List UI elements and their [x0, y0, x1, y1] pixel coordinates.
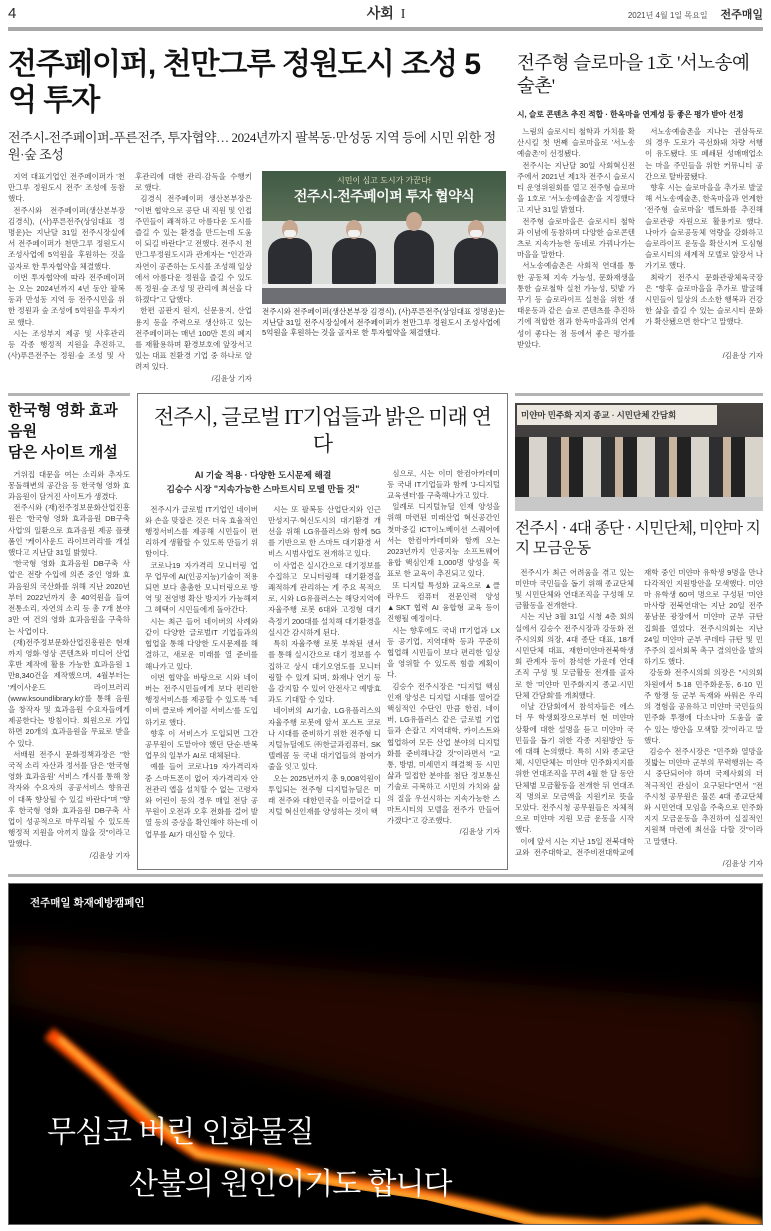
- photo-person: [332, 238, 376, 286]
- paragraph: 김경식 전주페이퍼 생산본부장은 "이번 협약으로 공단 내 직원 및 인접 주민들이 쾌적하고 아름다운 도시를 즐길 수 있는 환경을 만드는데 도움이 되길 바란다"고 전했다. 전주시 천만그루정원도시과 관계자는 "인간과 자연이 공존하는 도시를 조성해 일상에서 아름다운 정원을 즐길 수 있도록 정원·숲 조성 및 관리에 최선을 다하겠다"고 답했다.: [135, 194, 253, 305]
- paragraph: 전주형 슬로마을은 슬로시티 철학과 이념에 동참하며 다양한 슬로콘텐츠로 지속가능한 동네로 가꿔나가는 마을을 말한다.: [517, 216, 635, 260]
- ad-slogan-line2: 산불의 원인이기도 합니다: [129, 1167, 452, 1201]
- paragraph: 이에 앞서 시는 지난 15일 전북대학교와 전주대학교, 전주비전대학교에 재학 중인 미얀마 유학생 9명을 만나 다각적인 지원방안을 모색했다. 미얀마 유학생 60여 명으로 구성된 '미얀마사랑 전북연대'는 지난 20일 전주 풍남문 광장에서 미얀마 군부 규탄 집회를 열었다. 전주시의회는 지난 24일 미얀마 군부 쿠데타 규탄 및 민주주의 질서회복 촉구 결의안을 발의하기도 했다.: [515, 567, 763, 857]
- paragraph: 최락기 전주시 문화관광체육국장은 "향후 슬로마을을 추가로 발굴해 시민들이 일상의 소소한 행복과 건강한 삶을 즐길 수 있는 슬로시티 문화가 확산됐으면 한다"고 말했다.: [645, 272, 763, 327]
- photo-table: [515, 497, 763, 511]
- slow-subheadline: 시, 슬로 콘텐츠 추진 적합 · 한옥마을 연계성 등 좋은 평가 받아 선정: [517, 110, 744, 119]
- banner-large-text: 전주시-전주페이퍼 투자 협약식: [293, 188, 475, 204]
- slow-byline: /김윤상 기자: [722, 351, 763, 361]
- slow-headline: 전주형 슬로마을 1호 '서노송예술촌': [517, 54, 750, 97]
- it-subheadline-1: AI 기술 적용 · 다양한 도시문제 해결: [194, 469, 332, 480]
- paragraph: 시는 지난 3월 31일 시청 4층 회의실에서 김승수 전주시장과 강동화 전주시의회 의장, 4대 종단 대표, 18개 시민단체 대표, 재한미얀마전북학생회 관계자 등이 참석한 가운데 연대조직 구성 및 모금활동 전개를 골자로 한 '미얀마 민주화지지 종교·시민단체 간담회'를 개최했다.: [515, 612, 634, 700]
- paragraph: 서노송예술촌을 지나는 권삼득로의 경우 도로가 곡선화돼 차량 서행이 유도됐다. 또 폐쇄된 성매매업소는 마을 주민들을 위한 커뮤니티 공간으로 탈바꿈됐다.: [645, 127, 763, 181]
- lead-byline: /김윤상 기자: [211, 373, 252, 383]
- paragraph: 느림의 슬로시티 철학과 가치를 확산시킬 첫 번째 슬로마을로 '서노송예술촌'이 선정됐다.: [517, 127, 635, 159]
- issue-date: 2021년 4월 1일 목요일: [627, 11, 708, 20]
- sound-article: [8, 393, 130, 870]
- photo-banner: [262, 171, 506, 221]
- lead-photo: [262, 171, 506, 304]
- fire-prevention-ad: [8, 883, 763, 1225]
- paragraph: 전주시가 글로벌 IT기업인 네이버와 손을 맞잡은 것은 더욱 효율적인 행정서비스를 제공해 시민들이 편리하게 생활할 수 있도록 만들기 위함이다.: [145, 504, 258, 559]
- paragraph: 서노송예술촌은 사회적 연대를 통한 공동체 지속 가능성, 문화재생을 통한 슬로철학 실천 가능성, 텃밭 가꾸기 등 슬로라이프 실천을 위한 생태운동과 같은 슬로 콘텐츠를 추진하기에 적합한 점과 한옥마을과의 연계성이 좋다는 점 등에서 좋은 평가를 받았다.: [517, 261, 635, 349]
- divider: [515, 393, 763, 396]
- it-article-box: [137, 393, 508, 870]
- paragraph: 시는 향후에도 국내 IT기업과 LX 등 공기업, 지역대학 등과 꾸준히 협업해 시민들이 보다 편리한 일상을 영위할 수 있도록 힘쓸 계획이다.: [387, 625, 500, 680]
- paragraph: 네이버의 AI기술, LG유플러스의 자율주행 로봇에 앞서 포스트 코로나 시대를 준비하기 위한 전주형 디지털뉴딜에도 ㈜한글과컴퓨터, SK텔레콤 등 국내 대기업들의 참여가 줄을 잇고 있다.: [268, 706, 381, 772]
- banner-small-text: 시민이 심고 도시가 가꾼다!: [337, 176, 431, 185]
- it-subheadline-2: 김승수 시장 "지속가능한 스마트시티 모델 만들 것": [166, 483, 360, 494]
- paragraph: 전주시가 최근 어려움을 겪고 있는 미얀마 국민들을 돕기 위해 종교단체 및 시민단체와 연대조직을 구성해 모금활동을 전개한다.: [515, 567, 634, 611]
- it-headline: 전주시, 글로벌 IT기업들과 밝은 미래 연다: [153, 404, 492, 456]
- it-main: [145, 468, 381, 840]
- photo-banner: [517, 405, 717, 425]
- paragraph: 이 사업은 실시간으로 대기정보를 수집하고 모니터링해 대기환경을 쾌적하게 관리하는 게 주요 목적으로, 시와 LG유플러스는 해당지역에 자율주행 로봇 6대와 고정형 대기측정기 200대를 설치해 대기환경을 실시간 감시하게 된다.: [268, 560, 381, 637]
- paragraph: 향후 시는 슬로마을을 추가로 발굴해 서노송예술촌, 한옥마을과 연계한 '전주형 슬로마을' 벨트화를 추진해 슬로관광 자원으로 활용키로 했다. 나아가 슬로공동체 역량을 강화하고 슬로라이프 운동을 확산시켜 도심형 슬로시티의 세계적 모델로 앞장서 나가기로 했다.: [645, 183, 763, 271]
- it-side: [387, 468, 500, 840]
- paragraph: 김승수 전주시장은 "디지털 핵심인재 양성은 디지털 시대를 열어갈 핵심적인 수단인 만큼 한컴, 네이버, LG유플러스 같은 글로벌 기업들과 손잡고 지역대학, 카이스트와 협업하여 모든 산업 분야의 디지털화를 준비해나갈 것"이라면서 "교통, 방범, 미세먼지 해결책 등 시민 삶과 밀접한 분야를 첨단 정보통신 기술로 극복하고 시민의 가치와 삶의 질을 우선시하는 지속가능한 스마트시티의 모델을 전주가 만들어 가겠다"고 강조했다.: [387, 681, 500, 825]
- paragraph: 특히 자율주행 로봇 부착된 센서를 통해 실시간으로 대기 정보를 수집하고 상시 대기오염도를 모니터링할 수 있게 되며, 화재나 연기 등을 감지할 수 있어 안전사고 예방효과도 기대할 수 있다.: [268, 639, 381, 705]
- paragraph: 이번 협약을 바탕으로 시와 네이버는 전주시민들에게 보다 편리한 행정서비스를 제공할 수 있도록 '네이버 클로바 케어콜 서비스'를 도입하기로 했다.: [145, 672, 258, 727]
- lead-subheadline: 전주시-전주페이퍼-푸른전주, 투자협약… 2024년까지 팔복동·만성동 지역 등에 시민 위한 정원·숲 조성: [8, 130, 496, 162]
- myanmar-article: [515, 393, 763, 870]
- sound-byline: /김윤상 기자: [89, 850, 130, 860]
- sound-headline-line1: 한국형 영화 효과음원: [8, 401, 118, 440]
- paragraph: 예를 들어 코로나19 자가격리자 중 스마트폰이 없어 자가격리자 안전관리 앱을 설치할 수 없는 고령자와 어린이 등의 경우 매일 전담 공무원이 오전과 오후 전화를 걸어 발열 등의 증상을 확인해야 하는데 이 업무를 AI가 대신할 수 있다.: [145, 762, 258, 839]
- lead-photo-block: [262, 171, 506, 385]
- top-row: [8, 47, 763, 385]
- paragraph: 코로나19 자가격리 모니터링 업무 업무에 AI(인공지능)기술이 적용되면 보다 촘촘한 모니터링으로 방역 및 전염병 확산 방지가 가능해져 그 혜택이 시민들에게 돌아간다.: [145, 560, 258, 615]
- lead-photo-caption: 전주시와 전주페이퍼(생산본부장 김경식), (사)푸른전주(상임대표 정명운)는 지난달 31일 전주시장실에서 전주페이퍼가 천만그루 정원도시 조성사업에 5억원을 후원하는 것을 골자로 한 투자협약을 체결했다.: [262, 307, 505, 337]
- section-name: [367, 3, 628, 23]
- section-mark: I: [400, 7, 406, 22]
- sound-body: [8, 469, 130, 850]
- paragraph: 시는 또 팔복동 산업단지와 인근 만성지구·혁신도시의 대기환경 개선을 위해 LG유플러스와 함께 5G를 기반으로 한 스마트 대기환경 서비스 시범사업도 전개하고 있다.: [268, 504, 381, 559]
- ad-campaign-title: 전주매일 화재예방캠페인: [30, 896, 145, 909]
- photo-person: [454, 238, 498, 286]
- it-body-side: [387, 468, 500, 827]
- masthead-rule: [8, 27, 763, 31]
- paragraph: 시는 최근 들어 네이버의 사례와 같이 다양한 글로벌IT 기업들과의 협업을 통해 다양한 도시문제를 해결하고, 새로운 미래를 열 준비를 해나가고 있다.: [145, 616, 258, 671]
- photo-person: [394, 230, 434, 286]
- section-label: 사회: [366, 5, 394, 21]
- paragraph: 이날 간담회에서 참석자들은 에스더 무 학생회장으로부터 현 미얀마 상황에 대한 설명을 듣고 미얀마 국민들을 돕기 위한 각종 지원방안 등에 대해 논의했다. 특히 시와 종교단체, 시민단체는 미얀마 민주화지지를 위한 연대조직을 꾸려 4월 한 달 동안 단체별 모금활동을 전개한 뒤 연대조직 명의로 모금액을 지원키로 뜻을 모았다. 전주시청 공무원들은 자체적으로 미얀마 지원 모금 운동을 시작했다.: [515, 702, 634, 835]
- it-byline: /김윤상 기자: [459, 827, 500, 837]
- ad-slogan-line1: 무심코 버린 인화물질: [47, 1115, 314, 1149]
- masthead: [8, 0, 763, 27]
- lead-content: [8, 171, 506, 385]
- it-columns: [145, 468, 500, 840]
- paragraph: 서배원 전주시 문화정책과장은 "한국적 소리 자산과 정서를 담은 '한국형 영화 효과음원' 서비스 개시를 통해 창작자와 수요자의 공공서비스 향유권이 대폭 향상될 수 있길 바란다"며 "향후 한국형 영화 효과음원 DB구축 사업이 성공적으로 마무리될 수 있도록 행정적 지원을 아끼지 않을 것"이라고 말했다.: [8, 749, 130, 849]
- paragraph: 거위집 대문을 여는 소리와 추자도 몽돌해변의 공간음 등 한국형 영화 효과음원이 담겨진 사이트가 생겼다.: [8, 469, 130, 502]
- paragraph: 강동화 전주시의회 의장은 "시의회 차원에서 5·18 민주화운동, 6·10 민주 항쟁 등 군부 독재와 싸워온 우리의 경험을 공유하고 미얀마 국민들의 민주화 투쟁에 다소나마 도움을 줄 수 있는 방안을 모색할 것"이라고 말했다.: [644, 668, 763, 745]
- middle-row: [8, 393, 763, 870]
- paragraph: 지역 대표기업인 전주페이퍼가 '천만그루 정원도시 전주' 조성에 동참했다.: [8, 172, 125, 204]
- paragraph: 심으로, 시는 이미 한컴아카데미 등 국내 IT기업들과 함께 'J-디지털교육센터'를 구축해나가고 있다.: [387, 468, 500, 501]
- paragraph: 오는 2025년까지 총 9,008억원이 투입되는 전주형 디지털뉴딜은 미래 전주와 대한민국을 이끌어갈 디지털 혁신인재를 양성하는 것이 핵: [268, 773, 381, 817]
- paragraph: 시는 조성부지 제공 및 사후관리 등 각종 행정적 지원을 추진하고, (사)푸른전주는 정원·숲 조성 및 사후관리에 대한 관리·감독을 수행키로 했다.: [8, 172, 252, 361]
- photo-banner-text: 미얀마 민주화 지지 종교 · 시민단체 간담회: [521, 409, 677, 420]
- myanmar-photo: [515, 403, 763, 511]
- myanmar-body: [515, 567, 763, 858]
- paragraph: '한국형 영화 효과음원 DB구축 사업'은 전량 수입에 의존 중인 영화 효과음원의 국산화를 위해 지난 2020년부터 2022년까지 총 40억원을 들여 전통소리, 자연의 소리 등 총 7개 분야 3만 여 건의 영화 효과음원을 구축하는 사업이다.: [8, 559, 130, 636]
- divider: [8, 393, 130, 396]
- page-number: 4: [8, 5, 17, 22]
- lead-text: [8, 171, 252, 385]
- photo-table: [262, 284, 506, 304]
- sound-headline: [8, 400, 130, 463]
- paragraph: 전주시와 전주페이퍼(생산본부장 김경식), (사)푸른전주(상임대표 정명운)는 지난달 31일 전주시장실에서 전주페이퍼가 천만그루 정원도시 조성사업에 5억원을 후원하는 것을 골자로 한 투자협약을 체결했다.: [8, 205, 125, 271]
- paragraph: 전주시는 지난달 30일 사회혁신전주에서 2021년 제1차 전주시 슬로시티 운영위원회를 열고 전주형 슬로마을 1호로 '서노송예술촌'을 지정했다고 지난 31일 밝혔다.: [517, 160, 635, 215]
- paragraph: 김승수 전주시장은 "민주화 열망을 짓밟는 미얀마 군부의 무력행위는 즉시 중단되어야 하며 국제사회의 더 적극적인 관심이 요구된다"면서 "전주시청 공무원은 물론 4대 종교단체와 시민연대 모임을 주축으로 민주화 지지 모금운동을 추진하여 실질적인 지원책 마련에 최선을 다할 것"이라고 말했다.: [644, 746, 763, 846]
- paragraph: 한편 골판지 원지, 신문용지, 산업용지 등을 주력으로 생산하고 있는 전주페이퍼는 매년 100만 톤의 폐지를 재활용하며 환경보호에 앞장서고 있는 대표 친환경 기업 중 하나로 알려져 있다.: [135, 306, 252, 372]
- paper-name: 전주매일: [720, 9, 763, 21]
- it-body-main: [145, 504, 381, 840]
- paragraph: 일례로 디지털뉴딜 인재 양성을 위해 마련된 미래산업 혁신공간인 첫마중길 ICT이노베이션 스퀘어에서는 한컴아카데미와 함께 오는 2023년까지 인공지능 소프트웨어 융합 핵심인재 1,000명 양성을 목표로 한 교육이 추진되고 있다.: [387, 502, 500, 579]
- paragraph: (재)전주정보문화산업진흥원은 현재까지 영화·영상 콘텐츠와 미디어 산업 후반 제작에 활용 가능한 효과음원 1만8,340건을 제작했으며, 4월부터는 '케이사운드 라이브러리(www.ksoundlibrary.kr)'를 통해 음원을 창작자 및 효과음원 수요자들에게 제공한다는 방침이다. 회원으로 가입하면 20개의 효과음원을 무료로 받을 수 있다.: [8, 637, 130, 748]
- lead-body: [8, 171, 252, 373]
- slow-article: [517, 47, 763, 385]
- paragraph: 향후 이 서비스가 도입되면 그간 공무원이 도맡아야 했던 단순·반복 업무의 일부가 AI로 대체된다.: [145, 728, 258, 761]
- lead-article: [8, 47, 506, 385]
- divider: [8, 874, 763, 877]
- photo-person: [268, 238, 312, 286]
- paragraph: 이번 투자협약에 따라 전주페이퍼는 오는 2024년까지 4년 동안 팔복동과 만성동 지역 등 전주시민을 위한 정원과 숲 조성에 5억원을 투자키로 했다.: [8, 272, 125, 327]
- lead-headline: 전주페이퍼, 천만그루 정원도시 조성 5억 투자: [8, 48, 481, 117]
- sound-headline-line2: 담은 사이트 개설: [8, 443, 118, 461]
- myanmar-headline: 전주시 · 4대 종단 · 시민단체, 미얀마 지지 모금운동: [515, 519, 761, 557]
- paragraph: 전주시와 (재)전주정보문화산업진흥원은 '한국형 영화 효과음원 DB구축 사업'의 일환으로 효과음원 제공 플랫폼인 '케이사운드 라이브러리'를 개설했다고 지난달 31일 밝혔다.: [8, 503, 130, 558]
- paragraph: 또 디지털 특성화 교육으로 ▲클라우드 컴퓨터 전문인력 양성 ▲SKT 협력 AI 융합형 교육 등이 진행될 예정이다.: [387, 580, 500, 624]
- slow-body: [517, 126, 763, 350]
- myanmar-byline: /김윤상 기자: [722, 858, 763, 868]
